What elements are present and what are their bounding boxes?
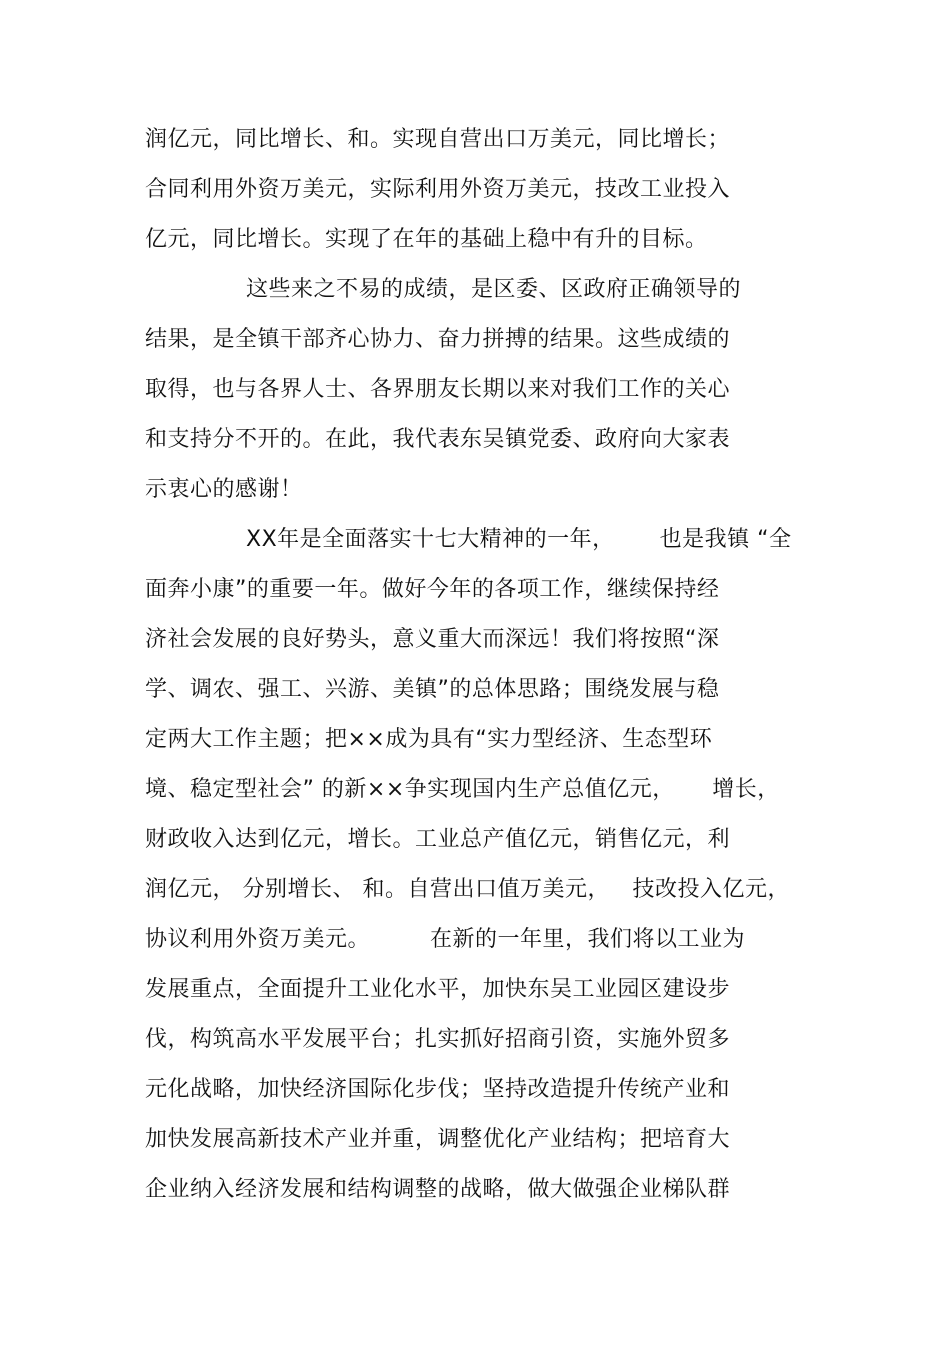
text-line: 这些来之不易的成绩，是区委、区政府正确领导的	[246, 277, 742, 302]
text-line: 学、调农、强工、兴游、美镇”的总体思路；围绕发展与稳	[145, 677, 720, 702]
text-line: XX年是全面落实十七大精神的一年， 也是我镇 “全	[246, 527, 792, 552]
text-line: 面奔小康”的重要一年。做好今年的各项工作，继续保持经	[145, 577, 720, 602]
text-line: 润亿元， 分别增长、 和。自营出口值万美元， 技改投入亿元，	[145, 877, 790, 902]
text-line: 企业纳入经济发展和结构调整的战略，做大做强企业梯队群	[145, 1177, 731, 1202]
text-line: 定两大工作主题；把××成为具有“实力型经济、生态型环	[145, 727, 713, 752]
text-line: 润亿元，同比增长、和。实现自营出口万美元，同比增长；	[145, 127, 731, 152]
text-line: 加快发展高新技术产业并重，调整优化产业结构；把培育大	[145, 1127, 731, 1152]
text-line: 协议利用外资万美元。 在新的一年里，我们将以工业为	[145, 927, 745, 952]
text-line: 合同利用外资万美元，实际利用外资万美元，技改工业投入	[145, 177, 731, 202]
text-line: 伐，构筑高水平发展平台；扎实抓好招商引资，实施外贸多	[145, 1027, 731, 1052]
text-line: 和支持分不开的。在此，我代表东吴镇党委、政府向大家表	[145, 427, 731, 452]
text-line: 亿元，同比增长。实现了在年的基础上稳中有升的目标。	[145, 227, 708, 252]
text-line: 发展重点，全面提升工业化水平，加快东吴工业园区建设步	[145, 977, 731, 1002]
text-line: 示衷心的感谢！	[145, 477, 303, 502]
text-line: 财政收入达到亿元，增长。工业总产值亿元，销售亿元，利	[145, 827, 731, 852]
text-line: 元化战略，加快经济国际化步伐；坚持改造提升传统产业和	[145, 1077, 731, 1102]
text-line: 结果，是全镇干部齐心协力、奋力拼搏的结果。这些成绩的	[145, 327, 731, 352]
text-line: 济社会发展的良好势头，意义重大而深远！我们将按照“深	[145, 627, 720, 652]
text-line: 取得，也与各界人士、各界朋友长期以来对我们工作的关心	[145, 377, 731, 402]
text-line: 境、稳定型社会” 的新××争实现国内生产总值亿元， 增长，	[145, 777, 780, 802]
